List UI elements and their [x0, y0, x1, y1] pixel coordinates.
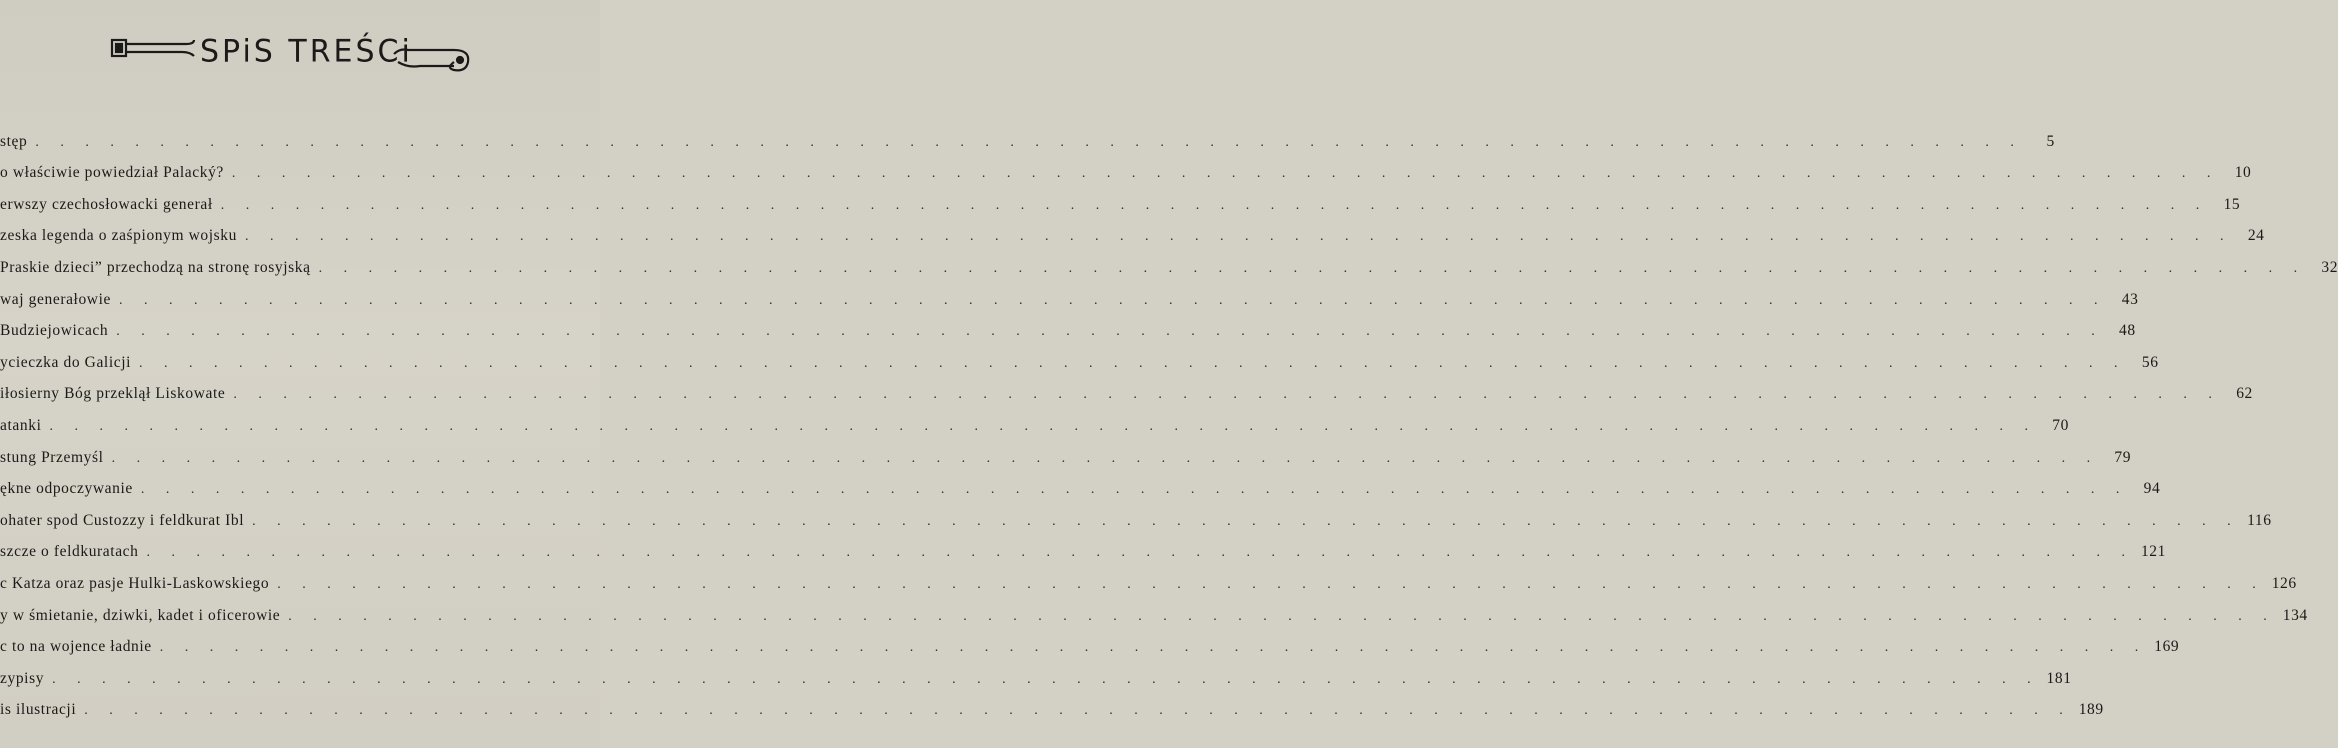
toc-row — [0, 214, 2265, 246]
toc-leader-dots: . . . . . . . . . . . . . . . . . . . . . . . . . . . . . . . . . . . . . . . . . . . . . . . . . . . . . . . . . . . . . . . . . . . . . . . . . . . . . . . . — [245, 229, 2233, 245]
toc-row — [0, 309, 2136, 341]
toc-leader-dots: . . . . . . . . . . . . . . . . . . . . . . . . . . . . . . . . . . . . . . . . . . . . . . . . . . . . . . . . . . . . . . . . . . . . . . . . . . . . . . . . — [116, 324, 2104, 340]
toc-row — [0, 467, 2161, 499]
toc-leader-dots: . . . . . . . . . . . . . . . . . . . . . . . . . . . . . . . . . . . . . . . . . . . . . . . . . . . . . . . . . . . . . . . . . . . . . . . . . . . . . . . . — [159, 640, 2148, 656]
toc-entry-title: stęp — [0, 132, 28, 150]
toc-leader-dots: . . . . . . . . . . . . . . . . . . . . . . . . . . . . . . . . . . . . . . . . . . . . . . . . . . . . . . . . . . . . . . . . . . . . . . . . . . . . . . . . — [84, 703, 2072, 719]
toc-row — [0, 245, 2338, 277]
toc-leader-dots: . . . . . . . . . . . . . . . . . . . . . . . . . . . . . . . . . . . . . . . . . . . . . . . . . . . . . . . . . . . . . . . . . . . . . . . . . . . . . . . . — [220, 197, 2209, 213]
toc-leader-dots: . . . . . . . . . . . . . . . . . . . . . . . . . . . . . . . . . . . . . . . . . . . . . . . . . . . . . . . . . . . . . . . . . . . . . . . . . . . . . . . . — [111, 450, 2100, 466]
toc-entry-title: ękne odpoczywanie — [0, 480, 133, 498]
toc-entry-page: 169 — [2154, 638, 2180, 656]
toc-leader-dots: . . . . . . . . . . . . . . . . . . . . . . . . . . . . . . . . . . . . . . . . . . . . . . . . . . . . . . . . . . . . . . . . . . . . . . . . . . . . . . . . — [35, 134, 2023, 150]
toc-entry-page: 121 — [2140, 543, 2167, 561]
toc-entry-title: szcze o feldkuratach — [0, 543, 139, 561]
toc-entry-title: c to na wojence ładnie — [0, 638, 152, 656]
toc-entry-page: 62 — [2236, 385, 2253, 403]
toc-entry-title: zypisy — [0, 669, 45, 687]
toc-entry-title: waj generałowie — [0, 290, 111, 308]
toc-row — [0, 561, 2297, 593]
toc-row — [0, 119, 2055, 151]
toc-entry-title: Budziejowicach — [0, 322, 109, 340]
toc-leader-dots: . . . . . . . . . . . . . . . . . . . . . . . . . . . . . . . . . . . . . . . . . . . . . . . . . . . . . . . . . . . . . . . . . . . . . . . . . . . . . . . . — [119, 292, 2107, 308]
toc-entry-page: 43 — [2121, 290, 2139, 308]
toc-entry-title: Praskie dzieci” przechodzą na stronę rosyjską — [0, 258, 311, 276]
toc-leader-dots: . . . . . . . . . . . . . . . . . . . . . . . . . . . . . . . . . . . . . . . . . . . . . . . . . . . . . . . . . . . . . . . . . . . . . . . . . . . . . . . . — [52, 671, 2040, 687]
toc-row — [0, 340, 2159, 372]
toc-entry-page: 10 — [2234, 164, 2252, 182]
toc-entry-title: zeska legenda o zaśpionym wojsku — [0, 227, 238, 245]
toc-entry-page: 181 — [2046, 669, 2072, 687]
toc-entry-title: ycieczka do Galicji — [0, 353, 132, 371]
toc-entry-title: atanki — [0, 416, 42, 434]
toc-entry-page: 94 — [2143, 480, 2161, 498]
toc-row — [0, 530, 2167, 562]
toc-entry-title: c Katza oraz pasje Hulki-Laskowskiego — [0, 574, 270, 592]
toc-entry-title: ohater spod Custozzy i feldkurat Ibl — [0, 511, 245, 529]
toc-leader-dots: . . . . . . . . . . . . . . . . . . . . . . . . . . . . . . . . . . . . . . . . . . . . . . . . . . . . . . . . . . . . . . . . . . . . . . . . . . . . . . . . — [318, 260, 2307, 276]
toc-entry-title: erwszy czechosłowacki generał — [0, 195, 213, 213]
toc-entry-page: 32 — [2321, 258, 2338, 276]
left-flourish-icon — [112, 40, 194, 56]
toc-entry-page: 24 — [2247, 227, 2265, 245]
toc-entry-page: 126 — [2271, 574, 2297, 592]
toc-entry-title: y w śmietanie, dziwki, kadet i oficerowie — [0, 606, 281, 624]
toc-row — [0, 277, 2139, 309]
toc-leader-dots: . . . . . . . . . . . . . . . . . . . . . . . . . . . . . . . . . . . . . . . . . . . . . . . . . . . . . . . . . . . . . . . . . . . . . . . . . . . . . . . . — [49, 418, 2037, 434]
toc-row — [0, 403, 2069, 435]
toc-row — [0, 182, 2241, 214]
toc-header — [108, 28, 478, 84]
toc-leader-dots: . . . . . . . . . . . . . . . . . . . . . . . . . . . . . . . . . . . . . . . . . . . . . . . . . . . . . . . . . . . . . . . . . . . . . . . . . . . . . . . . — [140, 482, 2129, 498]
toc-entry-page: 134 — [2282, 606, 2308, 624]
toc-row — [0, 593, 2308, 625]
toc-entry-page: 116 — [2247, 511, 2272, 529]
toc-entry-title: stung Przemyśl — [0, 448, 104, 466]
toc-row — [0, 498, 2272, 530]
toc-entry-page: 79 — [2114, 448, 2132, 466]
toc-row — [0, 656, 2072, 688]
toc-entry-page: 56 — [2141, 353, 2159, 371]
toc-leader-dots: . . . . . . . . . . . . . . . . . . . . . . . . . . . . . . . . . . . . . . . . . . . . . . . . . . . . . . . . . . . . . . . . . . . . . . . . . . . . . . . . — [252, 513, 2240, 529]
toc-row — [0, 688, 2104, 720]
toc-entry-page: 189 — [2078, 701, 2104, 719]
toc-leader-dots: . . . . . . . . . . . . . . . . . . . . . . . . . . . . . . . . . . . . . . . . . . . . . . . . . . . . . . . . . . . . . . . . . . . . . . . . . . . . . . . . — [277, 576, 2265, 592]
toc-row — [0, 625, 2180, 657]
toc-row — [0, 151, 2252, 183]
toc-entry-page: 15 — [2223, 195, 2241, 213]
toc-entry-page: 70 — [2052, 416, 2069, 434]
toc-row — [0, 435, 2132, 467]
toc-entry-title: o właściwie powiedział Palacký? — [0, 164, 224, 182]
toc-leader-dots: . . . . . . . . . . . . . . . . . . . . . . . . . . . . . . . . . . . . . . . . . . . . . . . . . . . . . . . . . . . . . . . . . . . . . . . . . . . . . . . . — [231, 166, 2220, 182]
toc-leader-dots: . . . . . . . . . . . . . . . . . . . . . . . . . . . . . . . . . . . . . . . . . . . . . . . . . . . . . . . . . . . . . . . . . . . . . . . . . . . . . . . . — [233, 387, 2221, 403]
toc-entry-title: iłosierny Bóg przeklął Liskowate — [0, 385, 226, 403]
toc-leader-dots: . . . . . . . . . . . . . . . . . . . . . . . . . . . . . . . . . . . . . . . . . . . . . . . . . . . . . . . . . . . . . . . . . . . . . . . . . . . . . . . . — [139, 355, 2127, 371]
toc-entry-title: is ilustracji — [0, 701, 77, 719]
toc-entry-page: 5 — [2046, 132, 2055, 150]
toc-row — [0, 372, 2253, 404]
toc-entry-page: 48 — [2119, 322, 2136, 340]
table-of-contents — [0, 119, 2338, 719]
toc-leader-dots: . . . . . . . . . . . . . . . . . . . . . . . . . . . . . . . . . . . . . . . . . . . . . . . . . . . . . . . . . . . . . . . . . . . . . . . . . . . . . . . . — [288, 608, 2276, 624]
toc-title: SPiS TREŚCi — [200, 33, 413, 70]
toc-leader-dots: . . . . . . . . . . . . . . . . . . . . . . . . . . . . . . . . . . . . . . . . . . . . . . . . . . . . . . . . . . . . . . . . . . . . . . . . . . . . . . . . — [146, 545, 2135, 561]
